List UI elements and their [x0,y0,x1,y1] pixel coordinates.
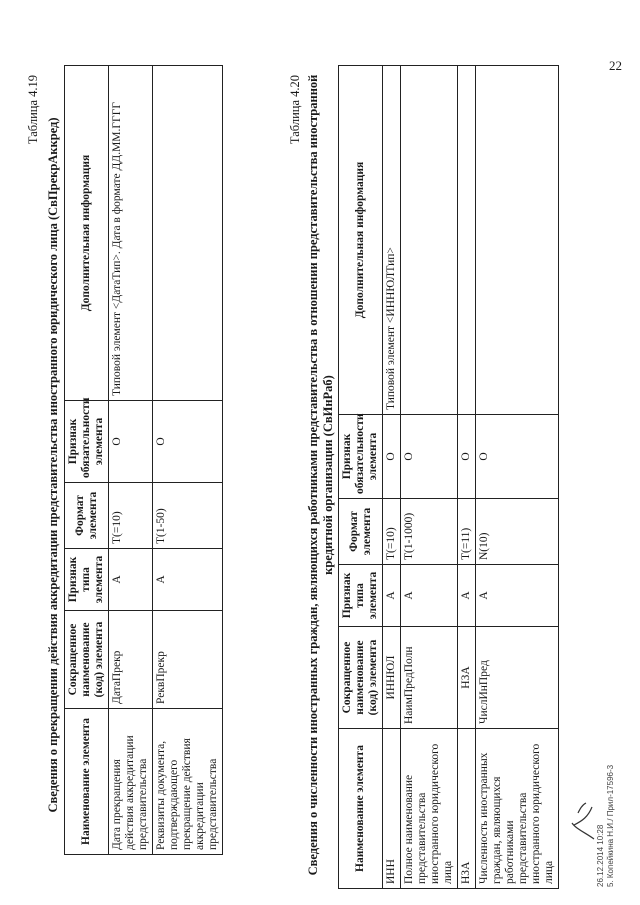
table2-header-row [339,66,383,889]
table-cell: О [109,401,153,483]
table-cell: Типовой элемент <ИННЮЛТип> [383,66,401,415]
table-cell: О [153,401,223,483]
table2-header-cell: Сокращенное наименование (код) элемента [339,627,383,729]
table-row [153,66,223,855]
table-cell: T(=10) [383,499,401,565]
table-cell [401,66,458,415]
table-cell: T(=10) [109,483,153,549]
table-cell: О [458,415,476,499]
table-row [401,66,458,889]
table-cell [153,66,223,401]
table2-header-cell: Признак типа элемента [339,565,383,627]
table2 [338,65,559,889]
table1-header-cell: Признак обязательности элемента [65,401,109,483]
table1-header-cell: Признак типа элемента [65,549,109,611]
table-cell: НаимПредПолн [401,627,458,729]
table1-header-cell: Наименование элемента [65,709,109,855]
table-row [109,66,153,855]
table-cell: О [476,415,559,499]
table-cell: Типовой элемент <ДатаТип>. Дата в формате ДД.ММ.ГГГГ [109,66,153,401]
rotated-page-content [20,45,620,895]
table-cell: А [401,565,458,627]
table2-header-cell: Дополнительная информация [339,66,383,415]
table-cell: НЗА [458,627,476,729]
table1-title: Сведения о прекращении действия аккредитации представительства иностранного юридического лица (СвПрекрАккред) [46,117,60,813]
table-cell: T(=11) [458,499,476,565]
table-cell: ИНН [383,729,401,889]
table-cell: А [476,565,559,627]
table-cell: T(1-1000) [401,499,458,565]
table-row [458,66,476,889]
table-cell: Реквизиты документа, подтверждающего прекращение действия аккредитации представительства [153,709,223,855]
table2-header-cell: Признак обязательности элемента [339,415,383,499]
table-cell: А [109,549,153,611]
table-cell: ИННЮЛ [383,627,401,729]
table1-header-cell: Дополнительная информация [65,66,109,401]
stamp-author: 5. Копейкина Н.И./ Прил-17596-3 [606,764,615,887]
table-cell: Полное наименование представительства иностранного юридического лица [401,729,458,889]
table-cell: РеквПрекр [153,611,223,709]
table-cell: Численность иностранных граждан, являющихся работниками представительства иностранного юридического лица [476,729,559,889]
table-cell: О [401,415,458,499]
page-number: 22 [609,58,622,73]
signature-mark [568,799,598,843]
table-cell: Дата прекращения действия аккредитации представительства [109,709,153,855]
table2-header-cell: Наименование элемента [339,729,383,889]
table-row [476,66,559,889]
table2-title: Сведения о численности иностранных граждан, являющихся работниками представительства в отношении представительства иностранной кредитной организации (СвИнРаб) [306,74,335,876]
table-cell: О [383,415,401,499]
table-cell: ЧислИнПред [476,627,559,729]
table-cell: N(10) [476,499,559,565]
table1-header-cell: Сокращенное наименование (код) элемента [65,611,109,709]
table-cell: А [383,565,401,627]
table-cell: НЗА [458,729,476,889]
stamp-date: 26.12.2014 10:28 [596,824,605,887]
table-cell: ДатаПрекр [109,611,153,709]
table-cell: T(1-50) [153,483,223,549]
table1-header-cell: Формат элемента [65,483,109,549]
table1 [64,65,223,855]
table-cell [458,66,476,415]
table1-header-row [65,66,109,855]
table-row [383,66,401,889]
table2-header-cell: Формат элемента [339,499,383,565]
table1-caption: Таблица 4.19 [26,75,40,145]
table2-caption: Таблица 4.20 [288,75,302,145]
table-cell [476,66,559,415]
table-cell: А [458,565,476,627]
table-cell: А [153,549,223,611]
